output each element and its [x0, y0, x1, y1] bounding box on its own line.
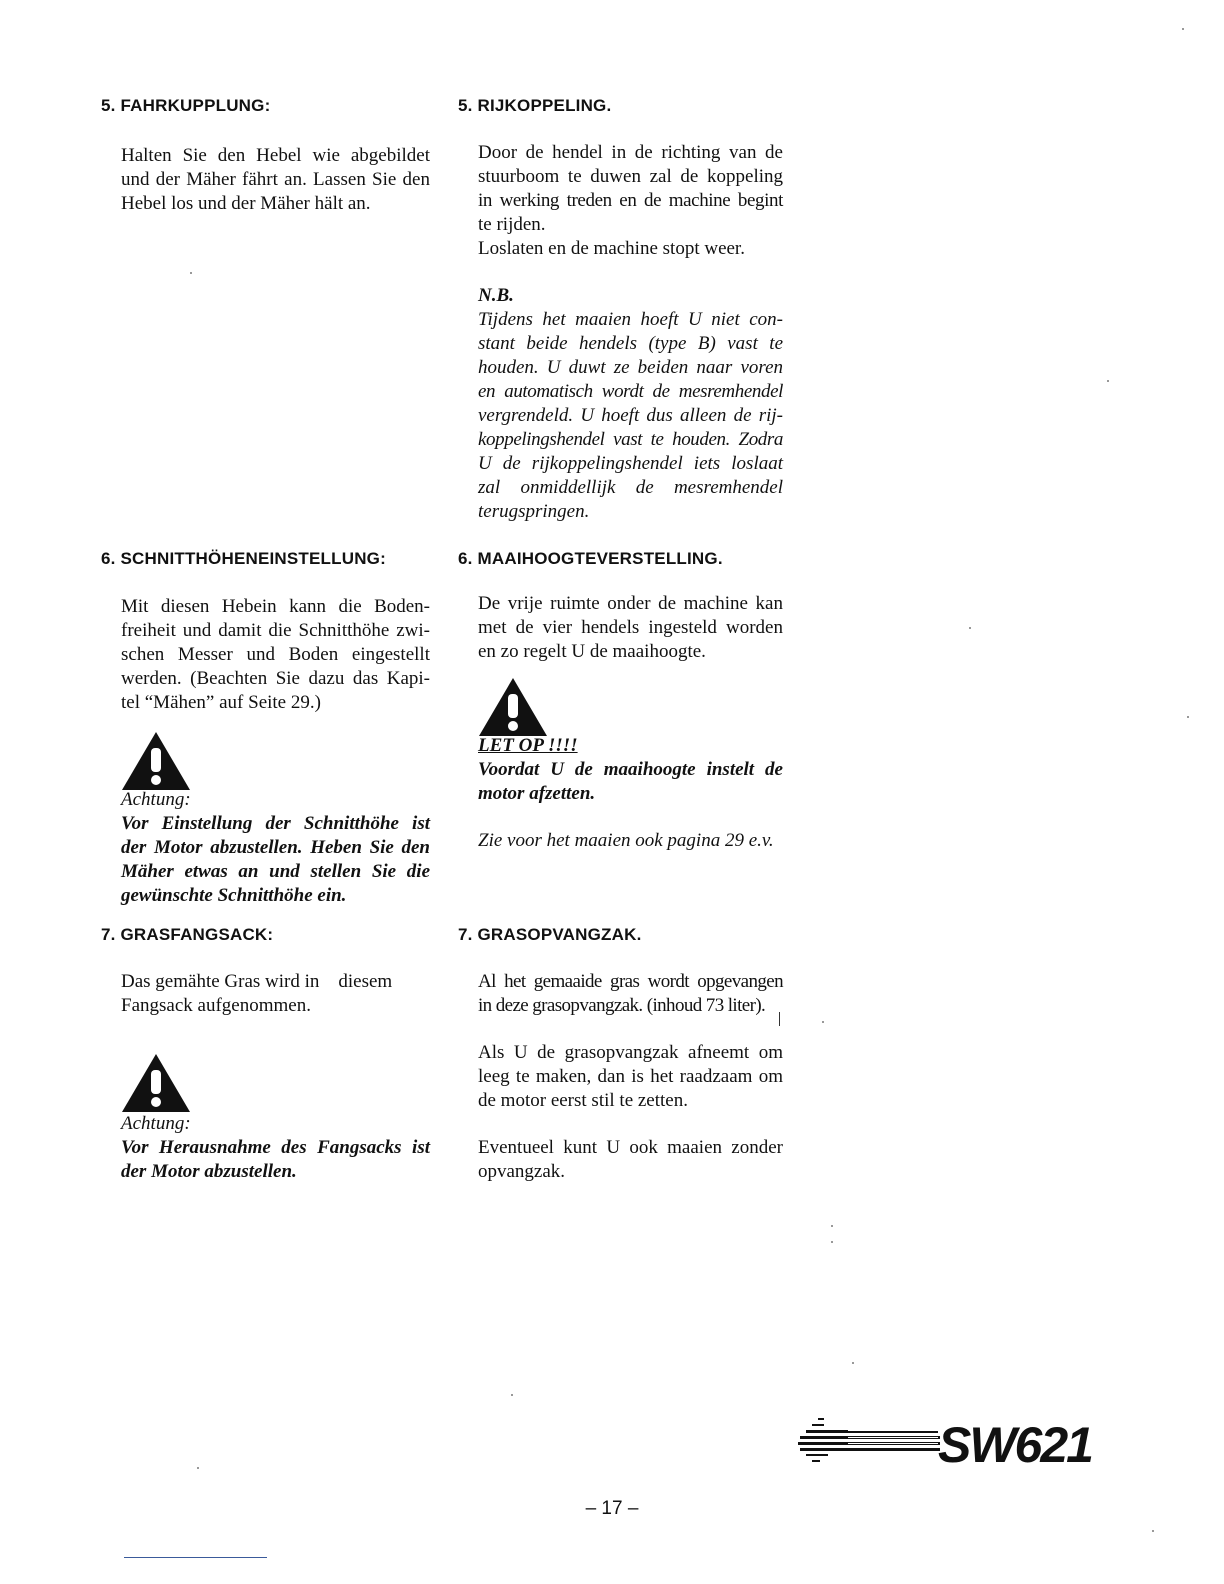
text-line: Al het gemaaide gras wordt opgevangen	[478, 971, 783, 992]
text-line: in deze grasopvangzak. (inhoud 73 liter).	[478, 995, 766, 1016]
text-line: leeg te maken, dan is het raadzaam om	[478, 1066, 783, 1087]
text-line: Tijdens het maaien hoeft U niet con-	[478, 309, 783, 330]
text-line: Mäher etwas an und stellen Sie die	[121, 861, 430, 882]
text-line: der Motor abzustellen. Heben Sie den	[121, 837, 430, 858]
scan-speck	[1107, 380, 1109, 382]
note-pagina-29: Zie voor het maaien ook pagina 29 e.v.	[478, 830, 774, 851]
text-line: der Motor abzustellen.	[121, 1161, 297, 1182]
paragraph-grasopvangzak-1	[478, 970, 783, 1018]
scan-speck	[822, 1021, 824, 1023]
text-line: freiheit und damit die Schnitthöhe zwi-	[121, 620, 430, 641]
text-line: Vor Herausnahme des Fangsacks ist	[121, 1137, 430, 1158]
text-line: Vor Einstellung der Schnitthöhe ist	[121, 813, 430, 834]
text-line: met de vier hendels ingesteld worden	[478, 617, 783, 638]
scan-speck	[190, 272, 192, 274]
heading-grasopvangzak: 7. GRASOPVANGZAK.	[458, 925, 642, 944]
text-line: gewünschte Schnitthöhe ein.	[121, 885, 347, 906]
text-line: Door de hendel in de richting van de	[478, 142, 783, 163]
warning-label: Achtung:	[121, 789, 191, 810]
sw621-logo	[788, 1402, 1153, 1472]
heading-grasfangsack: 7. GRASFANGSACK:	[101, 925, 274, 944]
scan-speck	[1152, 1530, 1154, 1532]
text-line: Das gemähte Gras wird in diesem	[121, 971, 393, 992]
scan-edge-line	[124, 1557, 267, 1558]
paragraph-maaihoogteverstelling	[478, 592, 783, 664]
text-line: Mit diesen Hebein kann die Boden-	[121, 596, 430, 617]
text-line: opvangzak.	[478, 1161, 566, 1182]
warning-triangle-icon	[120, 730, 192, 792]
scan-speck	[969, 627, 971, 629]
text-line: Eventueel kunt U ook maaien zonder	[478, 1137, 783, 1158]
text-line: Halten Sie den Hebel wie abgebildet	[121, 145, 430, 166]
text-line: terugspringen.	[478, 501, 590, 522]
heading-schnitthoeheneinstellung: 6. SCHNITTHÖHENEINSTELLUNG:	[101, 549, 386, 568]
text-line: Als U de grasopvangzak afneemt om	[478, 1042, 783, 1063]
text-line: Hebel los und der Mäher hält an.	[121, 193, 371, 214]
text-line: Voordat U de maaihoogte instelt de	[478, 759, 783, 780]
text-line: vergrendeld. U hoeft dus alleen de rij-	[478, 405, 783, 426]
heading-fahrkupplung: 5. FAHRKUPPLUNG:	[101, 96, 271, 115]
text-line: und der Mäher fährt an. Lassen Sie den	[121, 169, 430, 190]
margin-mark	[779, 1012, 780, 1026]
logo-text: SW621	[938, 1417, 1092, 1472]
warning-maaihoogte	[478, 734, 783, 806]
scan-speck	[1182, 28, 1184, 30]
heading-rijkoppeling: 5. RIJKOPPELING.	[458, 96, 612, 115]
text-line: en automatisch wordt de mesremhendel	[478, 381, 783, 402]
warning-fangsack	[121, 1112, 430, 1184]
text-line: tel “Mähen” auf Seite 29.)	[121, 692, 321, 713]
paragraph-fahrkupplung	[121, 144, 430, 216]
note-nb	[478, 284, 783, 524]
text-line: zal onmiddellijk de mesremhendel	[478, 477, 783, 498]
text-line: Fangsack aufgenommen.	[121, 995, 311, 1016]
paragraph-grasopvangzak-2	[478, 1041, 783, 1113]
text-line: houden. U duwt ze beiden naar voren	[478, 357, 783, 378]
text-line: in werking treden en de machine begint	[478, 190, 783, 211]
text-line: te rijden.	[478, 214, 546, 235]
paragraph-grasopvangzak-3	[478, 1136, 783, 1184]
scan-speck	[1187, 716, 1189, 718]
warning-triangle-icon	[120, 1052, 192, 1114]
heading-maaihoogteverstelling: 6. MAAIHOOGTEVERSTELLING.	[458, 549, 723, 568]
text-line: Loslaten en de machine stopt weer.	[478, 238, 745, 259]
text-line: U de rijkoppelingshendel iets loslaat	[478, 453, 783, 474]
text-line: stuurboom te duwen zal de koppeling	[478, 166, 783, 187]
warning-label: Achtung:	[121, 1113, 191, 1134]
warning-schnitthoehe	[121, 788, 430, 908]
text-line: koppelingshendel vast te houden. Zodra	[478, 429, 783, 450]
note-label: N.B.	[478, 285, 514, 306]
text-line: en zo regelt U de maaihoogte.	[478, 641, 706, 662]
paragraph-schnitthoeheneinstellung	[121, 595, 430, 715]
text-line: de motor eerst stil te zetten.	[478, 1090, 688, 1111]
paragraph-rijkoppeling	[478, 141, 783, 261]
scan-speck	[831, 1241, 833, 1243]
text-line: De vrije ruimte onder de machine kan	[478, 593, 783, 614]
scan-speck	[831, 1225, 833, 1227]
text-line: motor afzetten.	[478, 783, 596, 804]
page-number: – 17 –	[585, 1498, 639, 1519]
scan-speck	[511, 1394, 513, 1396]
text-line: stant beide hendels (type B) vast te	[478, 333, 783, 354]
warning-label: LET OP !!!!	[478, 735, 578, 756]
warning-triangle-icon	[477, 676, 549, 738]
text-line: werden. (Beachten Sie dazu das Kapi-	[121, 668, 430, 689]
paragraph-grasfangsack	[121, 970, 430, 1018]
scan-speck	[852, 1362, 854, 1364]
scan-speck	[197, 1467, 199, 1469]
text-line: schen Messer und Boden eingestellt	[121, 644, 430, 665]
